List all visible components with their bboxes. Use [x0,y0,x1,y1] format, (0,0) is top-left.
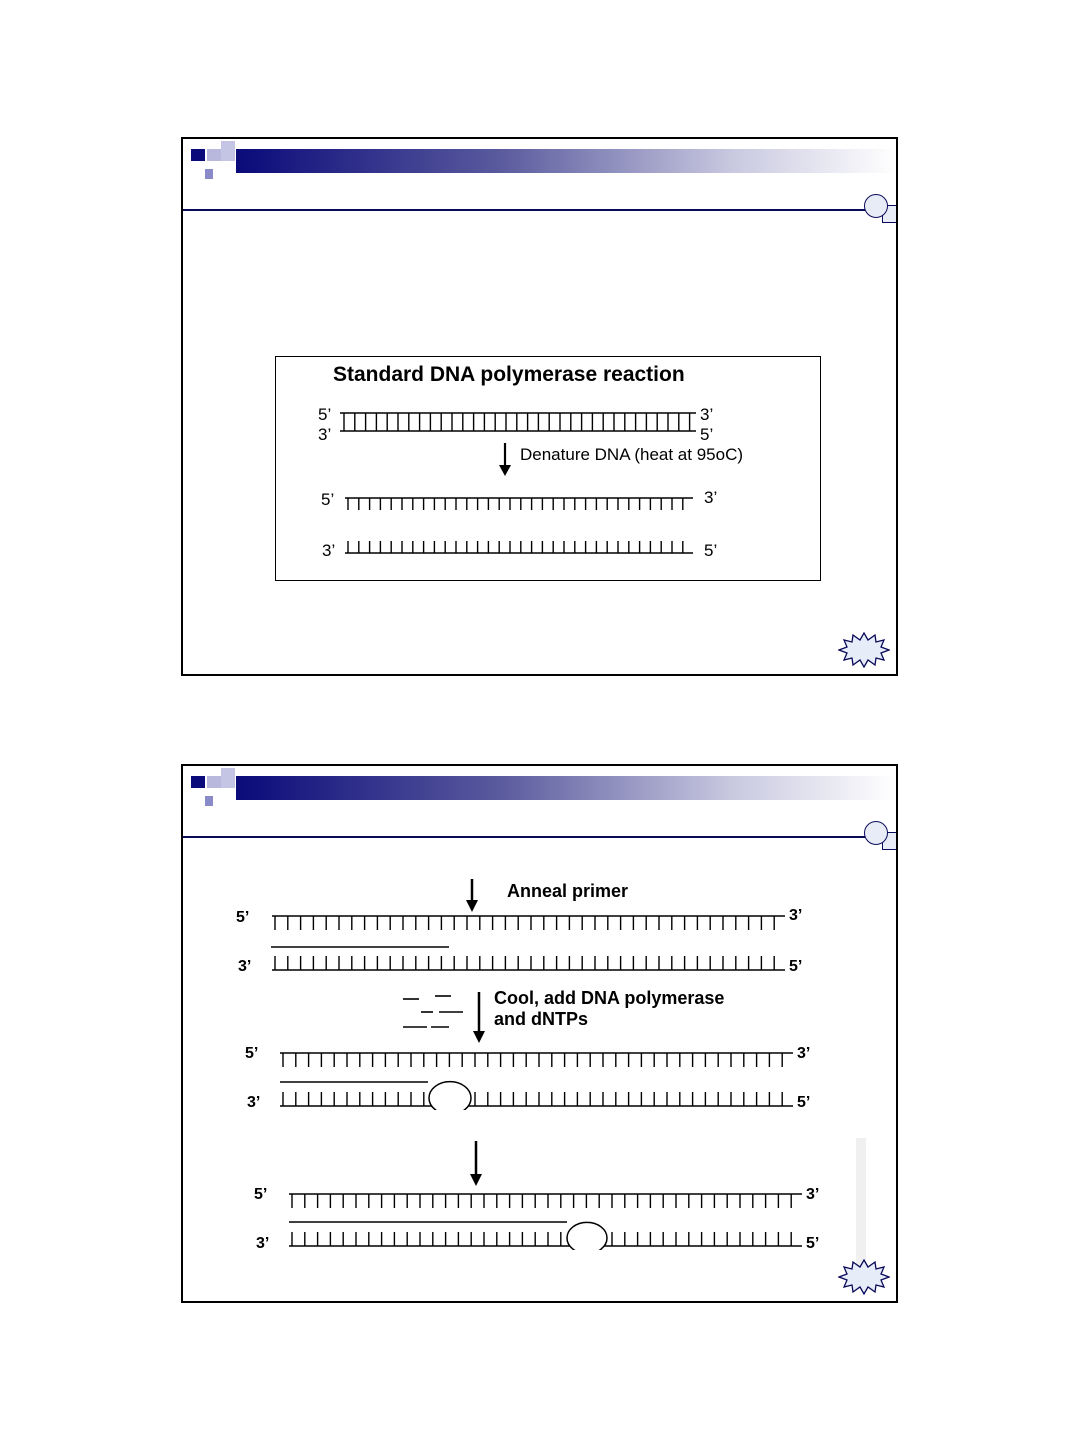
box-title: Standard DNA polymerase reaction [333,363,685,386]
duplex-label-3-top-right: 3’ [700,405,714,424]
separated-bottom-5: 5’ [704,541,718,560]
logo-square-mid [221,141,235,161]
d2-label-5-top: 5’ [245,1045,259,1062]
down-arrow-icon [465,879,479,913]
slide-2 [181,764,898,1303]
dna-strand-with-polymerase [287,1218,807,1250]
dna-strand-top [287,1192,807,1212]
dna-strand-top [278,1051,798,1071]
title-underline [183,836,871,838]
polymerase-reaction-box [275,356,821,581]
dna-strand-top [270,914,790,934]
logo-square-mid [221,768,235,788]
slide-1 [181,137,898,676]
d1-label-3-bottom: 3’ [238,958,252,975]
down-arrow-icon [469,1141,483,1187]
down-arrow-icon [498,443,512,477]
primer-line [271,945,451,949]
corner-circle-icon [864,821,888,845]
dna-strand-with-polymerase [278,1078,798,1110]
logo-square-small [205,796,213,806]
dna-strand-bottom [270,952,790,972]
corner-circle-icon [864,194,888,218]
logo-square-small [205,169,213,179]
side-stripe [856,1138,866,1268]
d3-label-5-top: 5’ [254,1186,268,1203]
logo-square-dark [191,149,205,161]
d1-label-3-top: 3’ [789,907,803,924]
starburst-icon [838,1259,890,1295]
logo-square-light [207,149,221,161]
denature-step-label: Denature DNA (heat at 95oC) [520,445,744,464]
slide-header-bar [236,149,896,173]
logo-square-dark [191,776,205,788]
dna-strand-top [343,496,698,512]
starburst-icon [838,632,890,668]
dntp-fragments [401,993,471,1033]
d3-label-3-bottom: 3’ [256,1235,270,1252]
duplex-label-5-top-left: 5’ [318,405,332,424]
dna-duplex [338,411,698,433]
separated-bottom-3: 3’ [322,541,336,560]
title-underline [183,209,871,211]
d2-label-3-bottom: 3’ [247,1094,261,1111]
anneal-primer-label: Anneal primer [507,881,629,901]
d2-label-5-bottom: 5’ [797,1094,811,1111]
logo-square-light [207,776,221,788]
separated-top-3: 3’ [704,488,718,507]
duplex-label-5-bottom-right: 5’ [700,425,714,444]
down-arrow-icon [472,992,486,1044]
separated-top-5: 5’ [321,490,335,509]
d3-label-5-bottom: 5’ [806,1235,820,1252]
dna-strand-bottom [343,539,698,555]
cool-step-label-line2: and dNTPs [494,1009,589,1029]
duplex-label-3-bottom-left: 3’ [318,425,332,444]
cool-step-label-line1: Cool, add DNA polymerase [494,988,725,1008]
d3-label-3-top: 3’ [806,1186,820,1203]
d2-label-3-top: 3’ [797,1045,811,1062]
slide-header-bar [236,776,896,800]
d1-label-5-bottom: 5’ [789,958,803,975]
d1-label-5-top: 5’ [236,909,250,926]
